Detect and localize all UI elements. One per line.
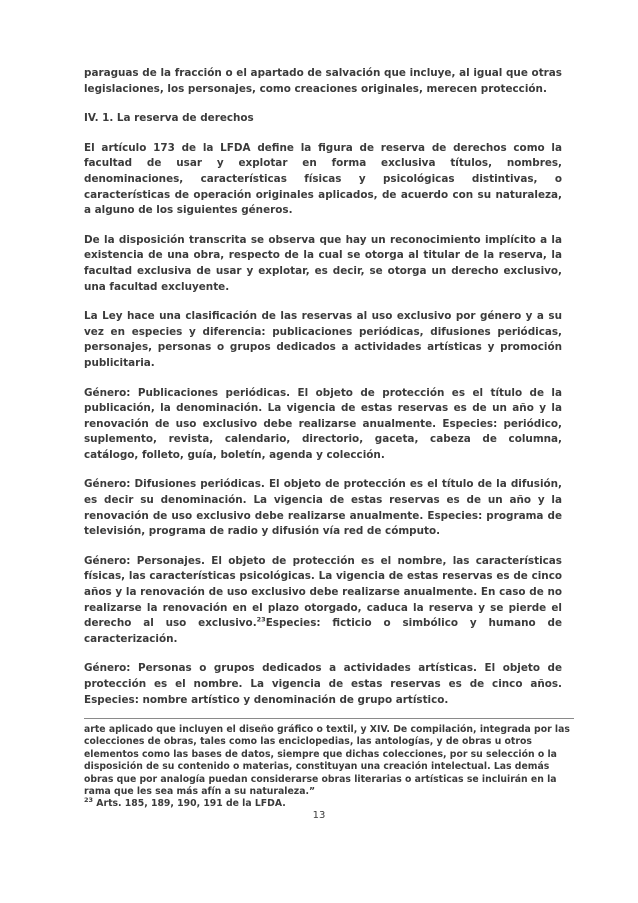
footnote-ref-23[interactable]: 23 bbox=[256, 615, 266, 624]
document-body bbox=[84, 66, 562, 722]
paragraph-difusiones: Género: Difusiones periódicas. El objeto de protección es el título de la difusión, es decir su denominación. La vigencia de estas reservas es de un año y la renovación de uso exclusivo debe realizarse anualmente. Especies: programa de televisión, programa de radio y difusión vía red de cómputo. bbox=[84, 478, 562, 538]
paragraph-personas-grupos: Género: Personas o grupos dedicados a actividades artísticas. El objeto de protección es el nombre. La vigencia de estas reservas es de cinco años. Especies: nombre artístico y denominación de grupo artístico. bbox=[84, 662, 562, 706]
personajes-text: Género: Personajes. El objeto de protección es el nombre, las características físicas, las características psicológicas. La vigencia de estas reservas es de cinco años y la renovación de uso exclusivo debe realizarse anualmente. En caso de no realizarse la renovación en el plazo otorgado, caduca la reserva y se pierde el derecho al uso exclusivo. bbox=[84, 554, 562, 630]
paragraph-continuation: paraguas de la fracción o el apartado de salvación que incluye, al igual que otras legislaciones, los personajes, como creaciones originales, merecen protección. bbox=[84, 67, 562, 95]
page-number: 13 bbox=[312, 810, 326, 821]
personajes-especies: Especies: ficticio o simbólico y humano de caracterización. bbox=[84, 617, 562, 645]
footnote-number: 23 bbox=[84, 796, 94, 805]
footnote-23-text: Arts. 185, 189, 190, 191 de la LFDA. bbox=[93, 798, 286, 810]
footnote-23 bbox=[84, 798, 574, 810]
paragraph-article-173: El artículo 173 de la LFDA define la figura de reserva de derechos como la facultad de usar y explotar en forma exclusiva títulos, nombres, denominaciones, características físicas y psicológicas distintivas, o características de operación originales aplicados, de acuerdo con su naturaleza, a alguno de los siguientes géneros. bbox=[84, 141, 562, 217]
footnote-continuation: arte aplicado que incluyen el diseño gráfico o textil, y XIV. De compilación, integrada por las colecciones de obras, tales como las enciclopedias, las antologías, y de obras u otros elementos como las bases de datos, siempre que dichas colecciones, por su selección o la disposición de su contenido o materias, constituyan una creación intelectual. Las demás obras que por analogía puedan considerarse obras literarias o artísticas se incluirán en la rama que les sea más afín a su naturaleza.” bbox=[84, 724, 570, 798]
paragraph-clasificacion: La Ley hace una clasificación de las reservas al uso exclusivo por género y a su vez en especies y diferencia: publicaciones periódicas, difusiones periódicas, personajes, personas o grupos dedicados a actividades artísticas y promoción publicitaria. bbox=[84, 310, 562, 369]
paragraph-publicaciones: Género: Publicaciones periódicas. El objeto de protección es el título de la publicación, la denominación. La vigencia de estas reservas es de un año y la renovación de uso exclusivo debe realizarse anualmente. Especies: periódico, suplemento, revista, calendario, directorio, gaceta, cabeza de columna, catálogo, folleto, guía, boletín, agenda y colección. bbox=[84, 386, 562, 461]
footnotes bbox=[84, 718, 574, 811]
section-heading: IV. 1. La reserva de derechos bbox=[84, 112, 254, 125]
paragraph-disposicion: De la disposición transcrita se observa que hay un reconocimiento implícito a la existencia de una obra, respecto de la cual se otorga al titular de la reserva, la facultad exclusiva de usar y explotar, es decir, se otorga un derecho exclusivo, una facultad excluyente. bbox=[84, 233, 562, 293]
paragraph-personajes bbox=[84, 554, 562, 648]
